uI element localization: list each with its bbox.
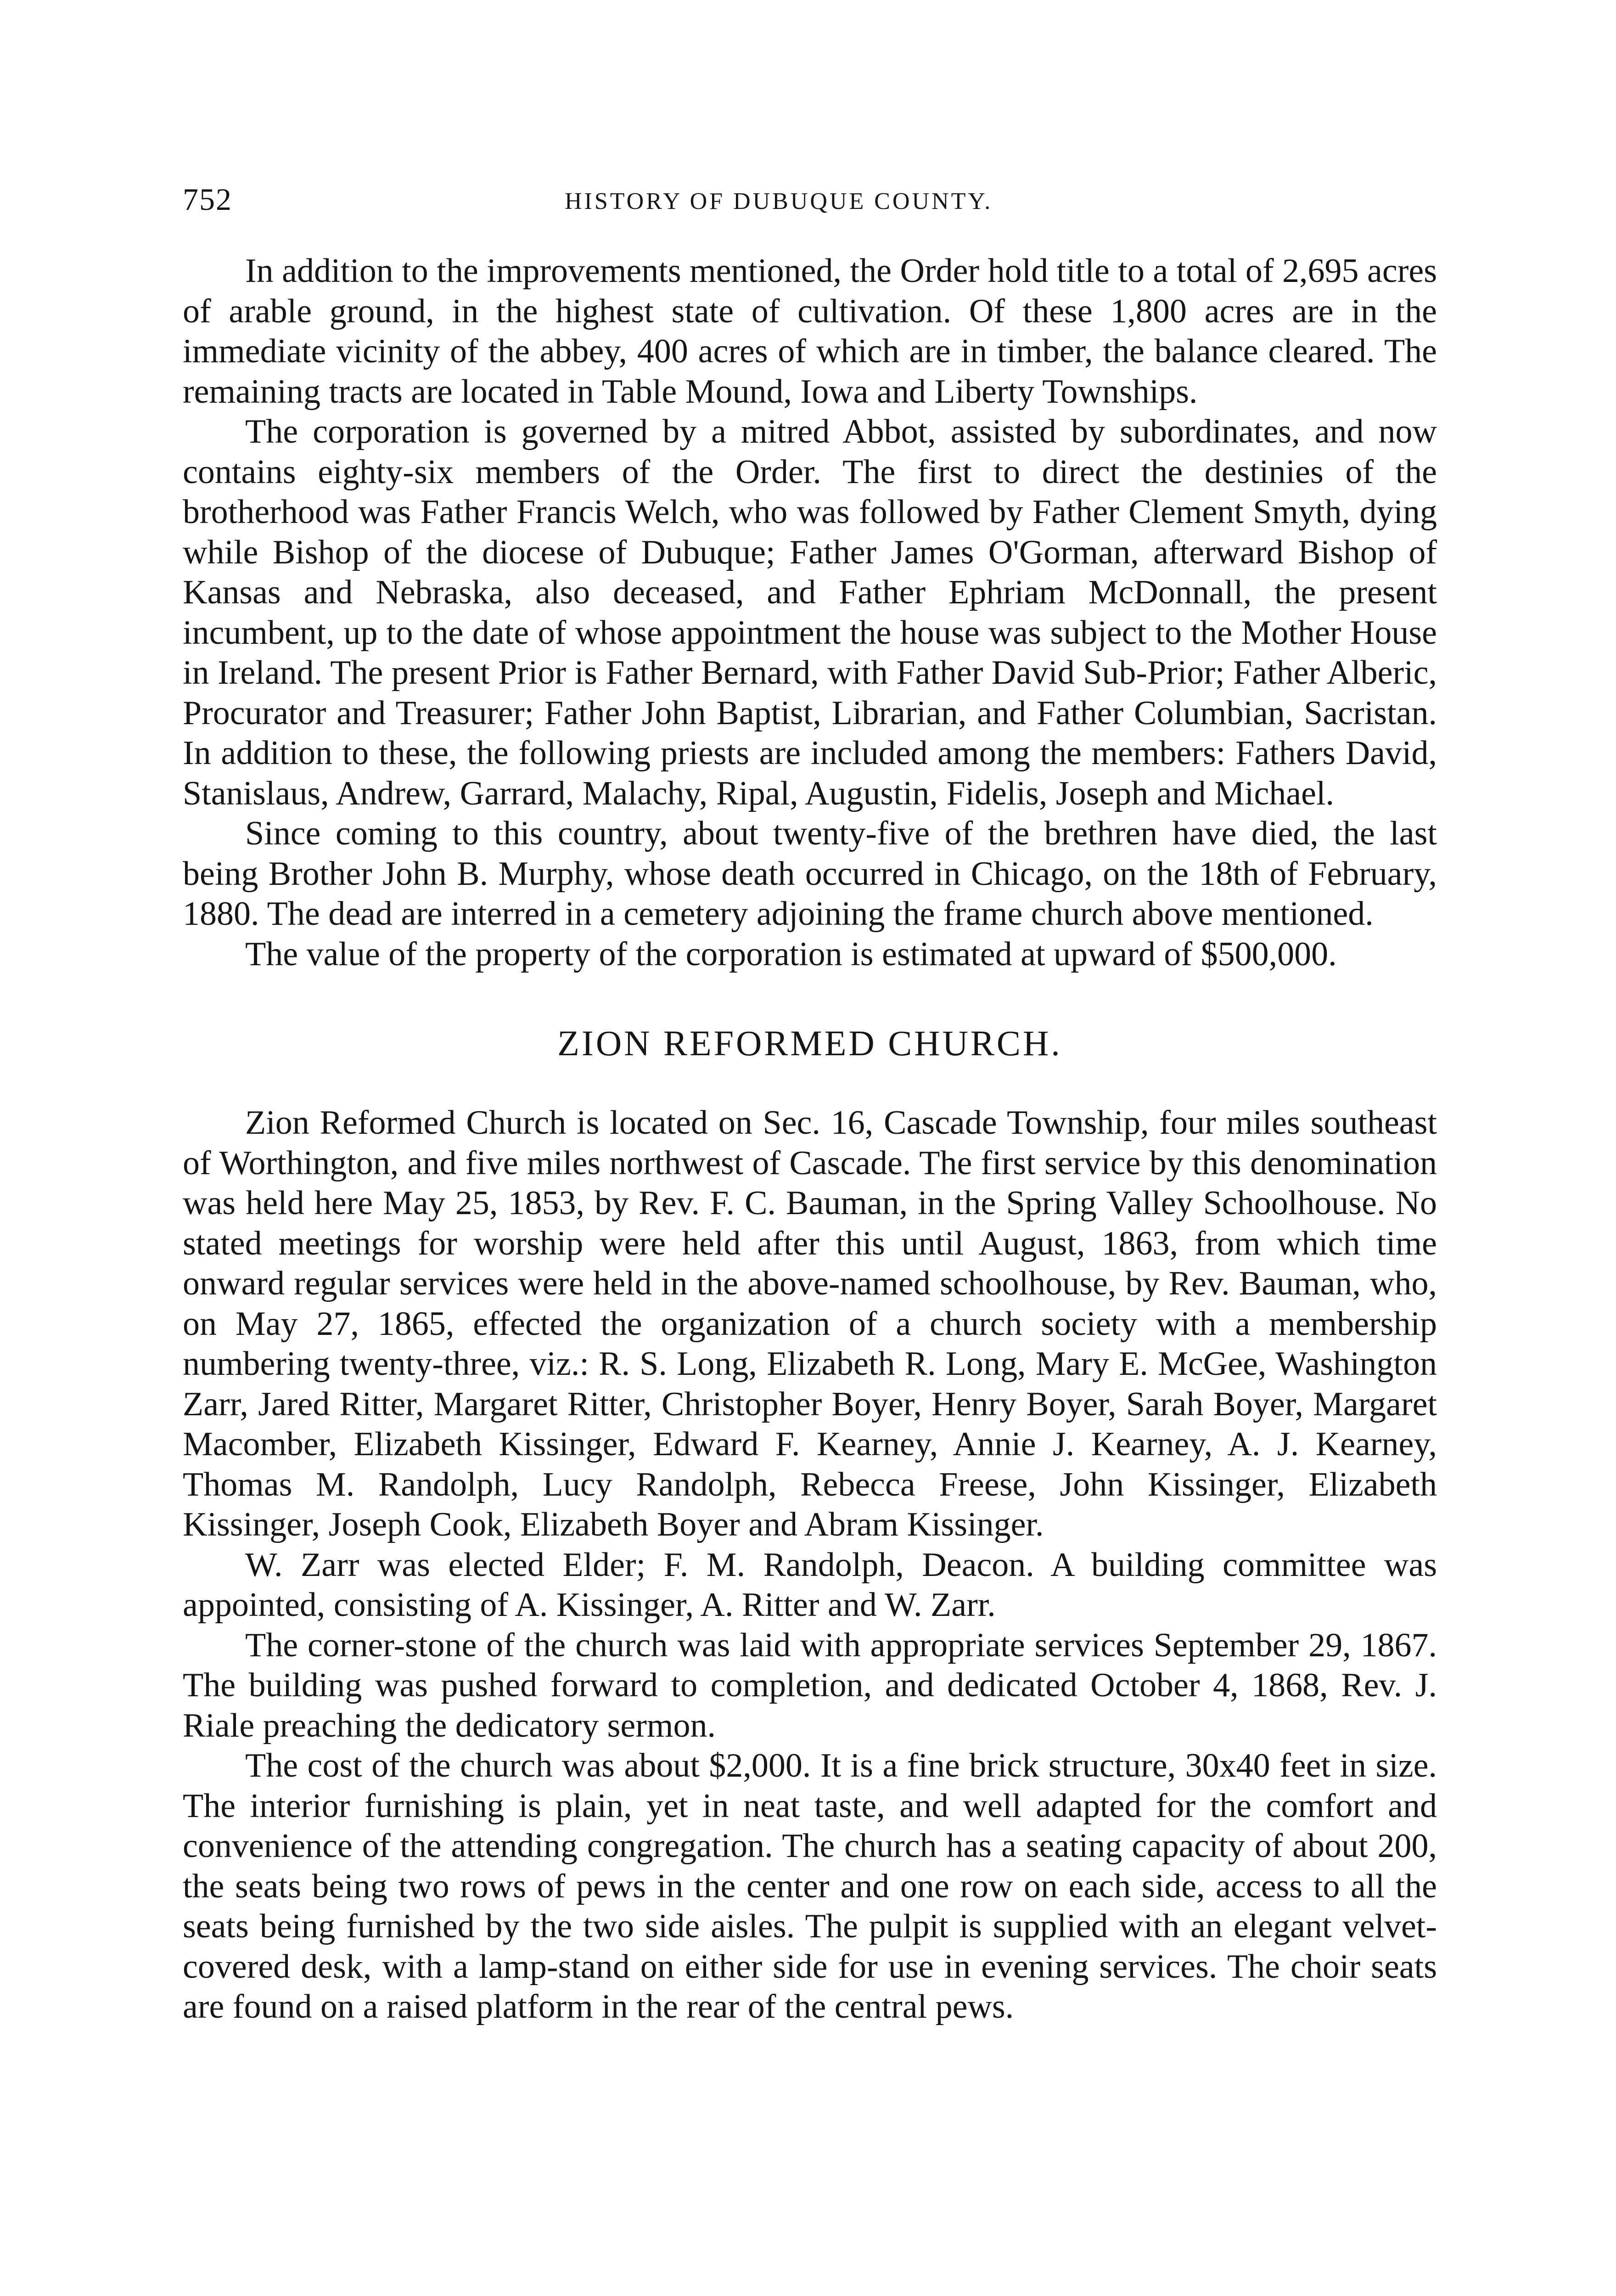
paragraph: In addition to the improvements mentioned, the Order hold title to a total of 2,695 acres of arable ground, in the highest state of cultivation. Of these 1,800 acres are in the immediate vicinity of the abbey, 400 acres of which are in timber, the balance cleared. The remaining tracts are located in Table Mound, Iowa and Liberty Townships. — [183, 252, 1437, 411]
paragraph: The corporation is governed by a mitred Abbot, assisted by subordinates, and now contains eighty-six members of the Order. The first to direct the destinies of the brotherhood was Father Francis Welch, who was followed by Father Clement Smyth, dying while Bishop of the diocese of Dubuque; Father James O'Gorman, afterward Bishop of Kansas and Nebraska, also deceased, and Father Ephriam McDonnall, the present incumbent, up to the date of whose appointment the house was subject to the Mother House in Ireland. The present Prior is Father Bernard, with Father David Sub-Prior; Father Alberic, Procurator and Treasurer; Father John Baptist, Librarian, and Father Columbian, Sacristan. In addition to these, the following priests are included among the members: Fathers David, Stanislaus, Andrew, Garrard, Malachy, Ripal, Augustin, Fidelis, Joseph and Michael. — [183, 413, 1437, 812]
paragraph: The cost of the church was about $2,000. It is a fine brick structure, 30x40 feet in size. The interior furnishing is plain, yet in neat taste, and well adapted for the comfort and convenience of the attending congregation. The church has a seating capacity of about 200, the seats being two rows of pews in the center and one row on each side, access to all the seats being furnished by the two side aisles. The pulpit is supplied with an elegant velvet-covered desk, with a lamp-stand on either side for use in evening services. The choir seats are found on a raised platform in the rear of the central pews. — [183, 1747, 1437, 2026]
paragraph: Zion Reformed Church is located on Sec. 16, Cascade Township, four miles southeast of Worthington, and five miles northwest of Cascade. The first service by this denomination was held here May 25, 1853, by Rev. F. C. Bauman, in the Spring Valley Schoolhouse. No stated meetings for worship were held after this until August, 1863, from which time onward regular services were held in the above-named schoolhouse, by Rev. Bauman, who, on May 27, 1865, effected the organization of a church society with a membership numbering twenty-three, viz.: R. S. Long, Elizabeth R. Long, Mary E. McGee, Washington Zarr, Jared Ritter, Margaret Ritter, Christopher Boyer, Henry Boyer, Sarah Boyer, Margaret Macomber, Elizabeth Kissinger, Edward F. Kearney, Annie J. Kearney, A. J. Kearney, Thomas M. Randolph, Lucy Randolph, Rebecca Freese, John Kissinger, Elizabeth Kissinger, Joseph Cook, Elizabeth Boyer and Abram Kissinger. — [183, 1104, 1437, 1543]
section-heading: ZION REFORMED CHURCH. — [557, 1023, 1062, 1063]
paragraph: Since coming to this country, about twenty-five of the brethren have died, the last being Brother John B. Murphy, whose death occurred in Chicago, on the 18th of February, 1880. The dead are interred in a cemetery adjoining the frame church above mentioned. — [183, 815, 1437, 933]
document-page — [183, 181, 1437, 2027]
paragraph: The value of the property of the corporation is estimated at upward of $500,000. — [245, 935, 1337, 973]
running-title: HISTORY OF DUBUQUE COUNTY. — [565, 188, 993, 214]
section-abbey-text — [183, 251, 1437, 974]
running-head — [183, 181, 1437, 223]
page-number: 752 — [183, 182, 232, 217]
section-zion-church-text — [183, 1103, 1437, 2027]
paragraph: The corner-stone of the church was laid with appropriate services September 29, 1867. The building was pushed forward to completion, and dedicated October 4, 1868, Rev. J. Riale preaching the dedicatory sermon. — [183, 1626, 1437, 1745]
paragraph: W. Zarr was elected Elder; F. M. Randolph, Deacon. A building committee was appointed, consisting of A. Kissinger, A. Ritter and W. Zarr. — [183, 1546, 1437, 1624]
